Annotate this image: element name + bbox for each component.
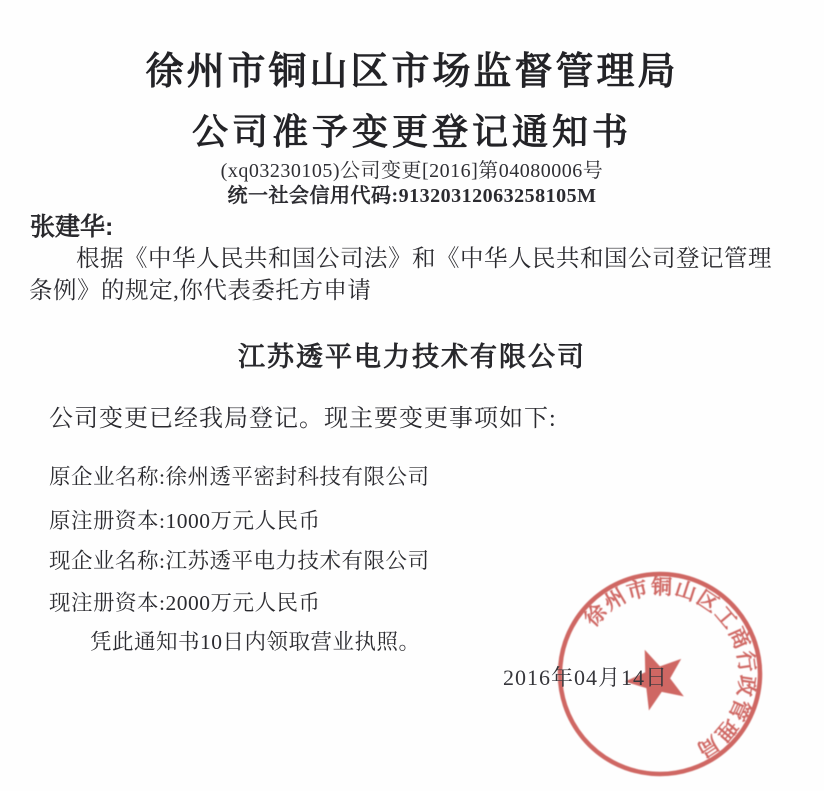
issue-date: 2016年04月14日 — [503, 665, 669, 690]
change-item-old-name: 原企业名称:徐州透平密封科技有限公司 — [49, 465, 430, 489]
pickup-note: 凭此通知书10日内领取营业执照。 — [90, 630, 421, 654]
change-item-new-capital: 现注册资本:2000万元人民币 — [49, 591, 321, 615]
agency-title: 徐州市铜山区市场监督管理局 — [145, 51, 679, 93]
change-item-old-capital: 原注册资本:1000万元人民币 — [49, 509, 321, 533]
change-item-new-name: 现企业名称:江苏透平电力技术有限公司 — [49, 549, 430, 573]
credit-code: 统一社会信用代码:91320312063258105M — [227, 185, 597, 207]
registration-statement: 公司变更已经我局登记。现主要变更事项如下: — [49, 406, 557, 432]
company-name: 江苏透平电力技术有限公司 — [238, 342, 586, 372]
recipient-name: 张建华: — [30, 213, 114, 241]
doc-number: (xq03230105)公司变更[2016]第04080006号 — [220, 160, 604, 182]
seal-text: 徐州市铜山区工商行政管理局 — [580, 575, 759, 763]
notice-title: 公司准予变更登记通知书 — [191, 111, 632, 152]
body-paragraph: 根据《中华人民共和国公司法》和《中华人民共和国公司登记管理条例》的规定,你代表委托方申请 — [29, 246, 772, 304]
